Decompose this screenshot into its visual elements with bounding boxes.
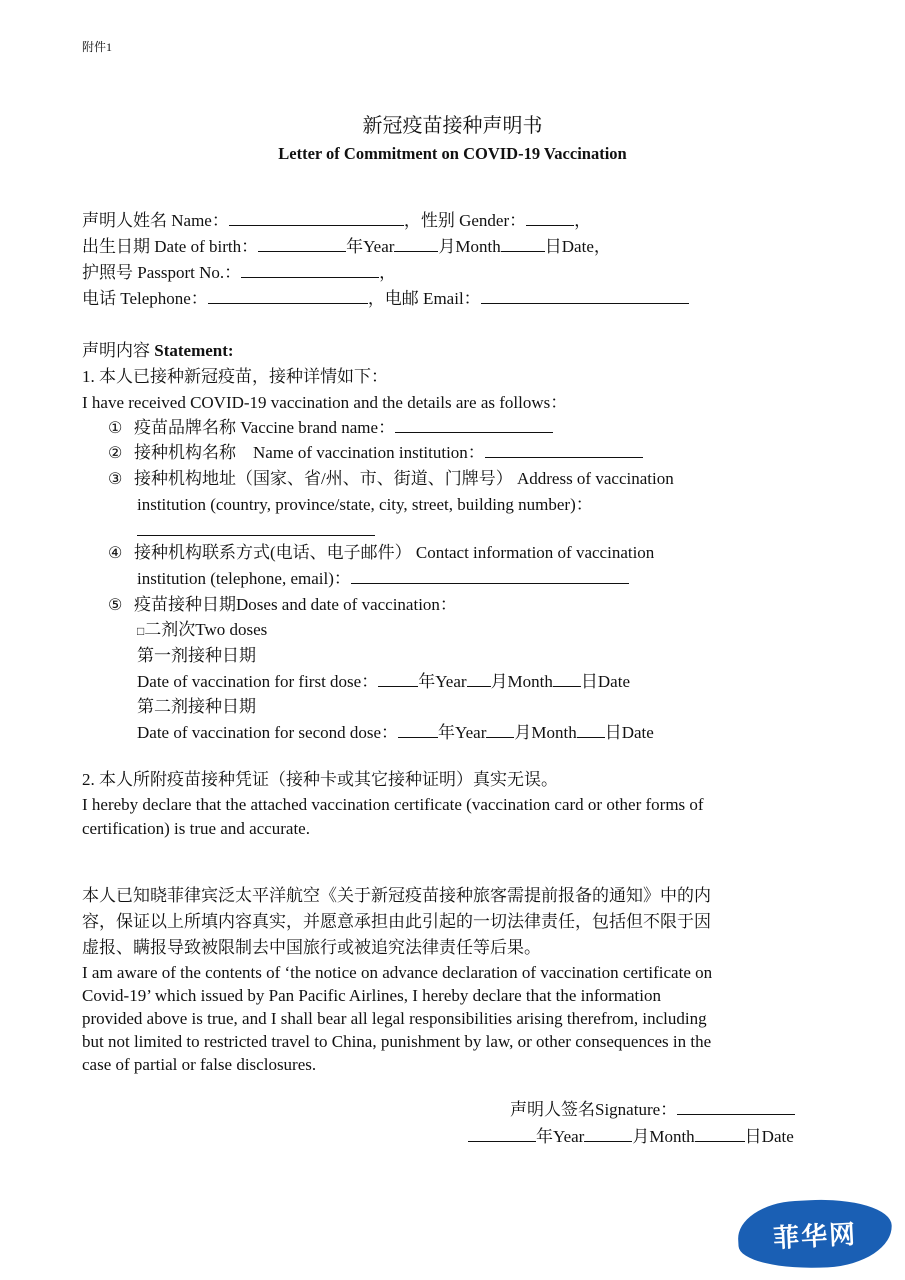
date-label: 日Date	[744, 1127, 794, 1146]
declaration-en-1: I am aware of the contents of ‘the notice on advance declaration of vaccination certificate on	[82, 963, 713, 982]
declaration-en-2: Covid-19’ which issued by Pan Pacific Airlines, I hereby declare that the information	[82, 986, 661, 1005]
statement-1-cn: 1. 本人已接种新冠疫苗，接种详情如下：	[82, 367, 388, 386]
statement-2-en-1: I hereby declare that the attached vaccination certificate (vaccination card or other forms of	[82, 795, 704, 814]
brand-label: 疫苗品牌名称 Vaccine brand name：	[134, 418, 396, 437]
name-gender-line	[82, 211, 591, 231]
first-dose-line	[137, 672, 630, 692]
email-field[interactable]	[481, 289, 689, 304]
attachment-label: 附件1	[82, 40, 113, 54]
statement-2-en-2: certification) is true and accurate.	[82, 819, 310, 838]
item-number: ①	[108, 420, 123, 437]
second-dose-day-field[interactable]	[577, 723, 605, 738]
second-dose-month-field[interactable]	[486, 723, 514, 738]
declaration-cn-2: 容，保证以上所填内容真实，并愿意承担由此引起的一切法律责任，包括但不限于因	[82, 912, 711, 931]
declaration-cn-3: 虚报、瞒报导致被限制去中国旅行或被追究法律责任等后果。	[82, 938, 541, 957]
document-title-en: Letter of Commitment on COVID-19 Vaccination	[278, 144, 627, 163]
passport-line	[82, 263, 396, 283]
declaration-en-4: but not limited to restricted travel to China, punishment by law, or other consequences in the	[82, 1032, 712, 1051]
email-label: ，电邮 Email：	[367, 289, 481, 308]
year-label: 年Year	[346, 237, 395, 256]
watermark-logo: 菲华网	[736, 1196, 893, 1272]
first-dose-cn: 第一剂接种日期	[137, 646, 256, 665]
dob-year-field[interactable]	[258, 237, 346, 252]
month-label: 月Month	[632, 1127, 695, 1146]
second-dose-year-field[interactable]	[398, 723, 438, 738]
passport-field[interactable]	[241, 263, 379, 278]
brand-field[interactable]	[395, 418, 553, 433]
signature-date-line	[468, 1127, 794, 1147]
declaration-cn-1: 本人已知晓菲律宾泛太平洋航空《关于新冠疫苗接种旅客需提前报备的通知》中的内	[82, 886, 711, 905]
telephone-label: 电话 Telephone：	[82, 289, 208, 308]
signature-day-field[interactable]	[695, 1127, 745, 1142]
dob-label: 出生日期 Date of birth：	[82, 237, 259, 256]
institution-field[interactable]	[485, 443, 643, 458]
name-label: 声明人姓名 Name：	[82, 211, 229, 230]
address-label: 接种机构地址（国家、省/州、市、街道、门牌号） Address of vaccination	[134, 469, 674, 488]
dob-month-field[interactable]	[394, 237, 438, 252]
first-dose-day-field[interactable]	[553, 672, 581, 687]
item-contact	[108, 543, 654, 563]
statement-2-cn: 2. 本人所附疫苗接种凭证（接种卡或其它接种证明）真实无误。	[82, 770, 558, 789]
year-label: 年Year	[438, 723, 487, 742]
address-label-cont: institution (country, province/state, city, street, building number)：	[137, 495, 593, 514]
second-dose-cn: 第二剂接种日期	[137, 697, 256, 716]
gender-label: ，性别 Gender：	[403, 211, 527, 230]
second-dose-label: Date of vaccination for second dose：	[137, 723, 399, 742]
month-label: 月Month	[490, 672, 553, 691]
two-doses-checkbox[interactable]: □	[137, 624, 145, 638]
declaration-en-3: provided above is true, and I shall bear all legal responsibilities arising therefrom, including	[82, 1009, 707, 1028]
item-address	[108, 469, 674, 489]
institution-label: 接种机构名称 Name of vaccination institution：	[134, 443, 485, 462]
second-dose-line	[137, 723, 654, 743]
item-brand	[108, 418, 553, 438]
year-label: 年Year	[536, 1127, 585, 1146]
first-dose-year-field[interactable]	[378, 672, 418, 687]
item-number: ④	[108, 545, 123, 562]
date-label: 日Date，	[544, 237, 611, 256]
statement-heading	[82, 341, 234, 361]
month-label: 月Month	[514, 723, 577, 742]
telephone-field[interactable]	[208, 289, 368, 304]
name-field[interactable]	[229, 211, 404, 226]
statement-label-cn: 声明内容	[82, 341, 150, 360]
first-dose-month-field[interactable]	[467, 672, 491, 687]
item-number: ⑤	[108, 597, 123, 614]
signature-year-field[interactable]	[468, 1127, 536, 1142]
address-field[interactable]	[137, 521, 375, 536]
signature-month-field[interactable]	[584, 1127, 632, 1142]
contact-line-2	[137, 569, 629, 589]
punct: ，	[379, 263, 397, 282]
address-field-line	[137, 521, 375, 541]
month-label: 月Month	[438, 237, 501, 256]
date-label: 日Date	[604, 723, 654, 742]
dob-line	[82, 237, 611, 257]
year-label: 年Year	[418, 672, 467, 691]
first-dose-label: Date of vaccination for first dose：	[137, 672, 379, 691]
document-title-cn: 新冠疫苗接种声明书	[362, 115, 543, 137]
passport-label: 护照号 Passport No.：	[82, 263, 242, 282]
statement-1-en: I have received COVID-19 vaccination and the details are as follows：	[82, 393, 568, 412]
punct: ，	[574, 211, 592, 230]
signature-label: 声明人签名Signature：	[510, 1100, 678, 1119]
contact-label: 接种机构联系方式(电话、电子邮件） Contact information of vaccination	[134, 543, 655, 562]
declaration-en-5: case of partial or false disclosures.	[82, 1055, 317, 1074]
item-doses	[108, 595, 457, 615]
two-doses-option	[137, 620, 267, 640]
item-institution	[108, 443, 643, 463]
contact-label-cont: institution (telephone, email)：	[137, 569, 351, 588]
gender-field[interactable]	[526, 211, 574, 226]
signature-line	[510, 1100, 795, 1120]
two-doses-label: 二剂次Two doses	[144, 620, 268, 639]
item-number: ②	[108, 445, 123, 462]
statement-label-en: Statement:	[154, 341, 234, 360]
signature-field[interactable]	[677, 1100, 795, 1115]
contact-line	[82, 289, 689, 309]
date-label: 日Date	[580, 672, 630, 691]
doses-label: 疫苗接种日期Doses and date of vaccination：	[134, 595, 457, 614]
contact-field[interactable]	[351, 569, 629, 584]
dob-day-field[interactable]	[501, 237, 545, 252]
item-number: ③	[108, 471, 123, 488]
